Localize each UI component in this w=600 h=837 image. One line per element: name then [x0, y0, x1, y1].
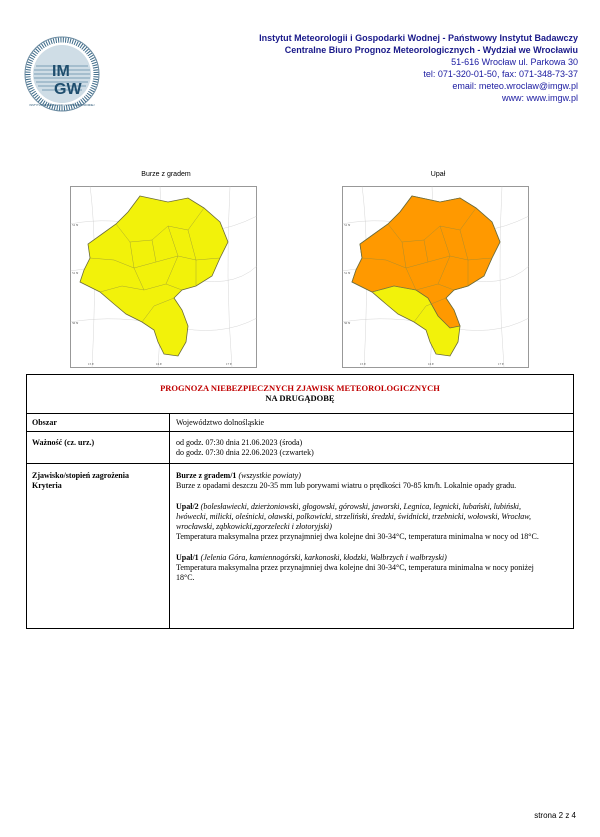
heat2-criteria: Temperatura maksymalna przez przynajmniej dwa kolejne dni 30-34°C, temperatura minimalna w nocy od 18°C.	[176, 532, 539, 541]
logo-text-gw: GW	[54, 81, 82, 98]
lon-tick-1: 15 E	[88, 362, 94, 366]
email[interactable]: email: meteo.wroclaw@imgw.pl	[452, 81, 578, 91]
heat1-level: Upał/1	[176, 553, 199, 562]
criteria-label: Kryteria	[32, 481, 62, 490]
area-value: Województwo dolnośląskie	[176, 418, 265, 427]
storms-level: Burze z gradem/1	[176, 471, 237, 480]
lon-tick-3: 17 E	[226, 362, 232, 366]
map-title-storms: Burze z gradem	[141, 171, 191, 178]
warning-title-line2: NA DRUGĄDOBĘ	[265, 393, 335, 403]
area-label: Obszar	[32, 418, 57, 427]
office-name: Centralne Biuro Prognoz Meteorologicznych - Wydział we Wrocławiu	[284, 45, 578, 55]
imgw-logo	[24, 36, 100, 112]
map-title-heat: Upał	[430, 171, 446, 178]
address: 51-616 Wrocław ul. Parkowa 30	[451, 57, 578, 67]
lon-tick-2: 16 E	[156, 362, 162, 366]
heat1-area: (Jelenia Góra, kamiennogórski, karkonoski, kłodzki, Wałbrzych i wałbrzyski)	[198, 553, 447, 562]
website[interactable]: www: www.imgw.pl	[501, 93, 578, 103]
lat-tick-3: 50 N	[344, 321, 351, 325]
lon-tick-3: 17 E	[498, 362, 504, 366]
phenomenon-label: Zjawisko/stopień zagrożenia	[32, 471, 129, 480]
logo-text-im: IM	[52, 63, 70, 80]
heat1-criteria: Temperatura maksymalna przez przynajmniej dwa kolejne dni 30-34°C, temperatura minimalna w nocy poniżej 18°C.	[176, 563, 534, 582]
validity-from: od godz. 07:30 dnia 21.06.2023 (środa)	[176, 438, 303, 447]
storms-criteria: Burze z opadami deszczu 20-35 mm lub porywami wiatru o prędkości 70-85 km/h. Lokalnie opady gradu.	[176, 481, 517, 490]
row-area	[27, 413, 573, 432]
heat2-area: (bolesławiecki, dzierżoniowski, głogowski, górowski, jaworski, Legnica, legnicki, lubański, lubiński, lwówecki, milicki, oleśnicki, oławski, polkowicki, strzeliński, średzki, świdnicki, trzebnicki, wołowski, Wrocław, wrocławski, ząbkowicki,zgorzelecki i złotoryjski)	[176, 502, 531, 531]
warning-title-line1: PROGNOZA NIEBEZPIECZNYCH ZJAWISK METEOROLOGICZNYCH	[160, 383, 440, 393]
warning-storms	[176, 471, 553, 491]
heat2-level: Upał/2	[176, 502, 199, 511]
institute-name: Instytut Meteorologii i Gospodarki Wodnej - Państwowy Instytut Badawczy	[259, 33, 578, 43]
lat-tick-1: 51 N	[72, 223, 79, 227]
warning-map-heat	[342, 186, 529, 368]
validity-label: Ważność (cz. urz.)	[32, 438, 95, 447]
lat-tick-2: 51 N	[72, 271, 79, 275]
validity-to: do godz. 07:30 dnia 22.06.2023 (czwartek)	[176, 448, 314, 457]
warning-heat-1	[176, 553, 553, 583]
phone-fax: tel: 071-320-01-50, fax: 071-348-73-37	[423, 69, 578, 79]
institute-header	[158, 32, 578, 104]
lon-tick-1: 15 E	[360, 362, 366, 366]
warning-title	[27, 383, 573, 403]
lat-tick-1: 51 N	[344, 223, 351, 227]
logo-ring-text: INSTYTUT METEOROLOGII I GOSPODARKI WODNEJ	[29, 104, 95, 107]
warning-map-storms	[70, 186, 257, 368]
page-number: strona 2 z 4	[534, 811, 576, 820]
lat-tick-2: 51 N	[344, 271, 351, 275]
row-phenomena	[27, 463, 573, 628]
lon-tick-2: 16 E	[428, 362, 434, 366]
storms-area: (wszystkie powiaty)	[236, 471, 301, 480]
warning-heat-2	[176, 502, 553, 542]
warning-card	[26, 374, 574, 629]
row-validity	[27, 431, 573, 464]
lat-tick-3: 50 N	[72, 321, 79, 325]
